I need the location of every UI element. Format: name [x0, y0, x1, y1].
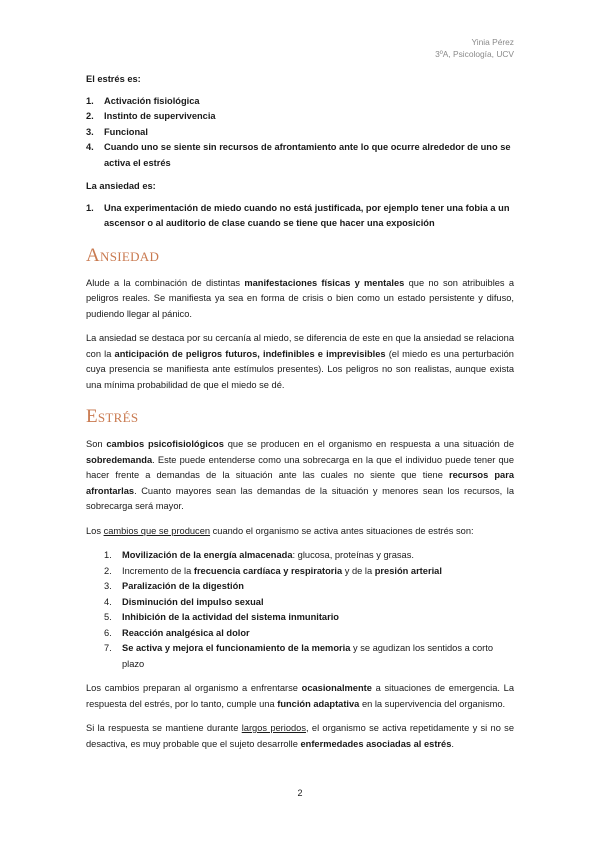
list-item: 1. Una experimentación de miedo cuando no está justificada, por ejemplo tener una fobia a un ascensor o al auditorio de clase cuando se tiene que hacer una exposición	[86, 202, 510, 228]
list-item: 2. Incremento de la frecuencia cardíaca y respiratoria y de la presión arterial	[104, 565, 442, 576]
ansiedad-paragraph-1: Alude a la combinación de distintas manifestaciones físicas y mentales que no son atribuibles a peligros reales. Se manifiesta ya sea en forma de crisis o bien como un estado persistente y difuso, pudiendo llegar al pánico.	[86, 277, 514, 319]
list-item: 4. Cuando uno se siente sin recursos de afrontamiento ante lo que ocurre alrededor de uno se activa el estrés	[86, 142, 511, 168]
page-header	[435, 36, 514, 60]
list-item: 3. Funcional	[86, 126, 148, 137]
list-item: 2. Instinto de supervivencia	[86, 111, 216, 121]
list-item: 4. Disminución del impulso sexual	[104, 596, 264, 607]
list-item: 3. Paralización de la digestión	[104, 581, 244, 591]
page-content	[86, 72, 514, 761]
list-item: 5. Inhibición de la actividad del sistema inmunitario	[104, 612, 339, 622]
header-course: 3ºA, Psicología, UCV	[435, 49, 514, 59]
ansiedad-intro-list	[86, 201, 514, 232]
estres-paragraph-3: Los cambios preparan al organismo a enfrentarse ocasionalmente a situaciones de emergencia. La respuesta del estrés, por lo tanto, cumple una función adaptativa en la supervivencia del organismo.	[86, 683, 514, 709]
header-author: Yinia Pérez	[471, 37, 514, 47]
list-item: 1. Activación fisiológica	[86, 95, 200, 106]
ansiedad-intro-lead: La ansiedad es:	[86, 181, 156, 191]
estres-paragraph-1: Son cambios psicofisiológicos que se producen en el organismo en respuesta a una situación de sobredemanda. Este puede entenderse como una sobrecarga en la que el individuo puede tener que hacer frente a demandas de la situación ante las cuales no siente que tiene recursos para afrontarlas. Cuanto mayores sean las demandas de la situación y menores sean los recursos, la sobrecarga será mayor.	[86, 439, 514, 511]
list-item: 7. Se activa y mejora el funcionamiento de la memoria y se agudizan los sentidos a corto plazo	[104, 643, 494, 669]
estres-changes-list	[86, 548, 514, 672]
list-item: 6. Reacción analgésica al dolor	[104, 627, 250, 638]
page-number: 2	[297, 788, 303, 798]
estres-intro-lead: El estrés es:	[86, 74, 141, 84]
estres-paragraph-2: Los cambios que se producen cuando el organismo se activa antes situaciones de estrés son:	[86, 525, 474, 536]
section-heading-ansiedad: Ansiedad	[86, 244, 160, 266]
ansiedad-paragraph-2: La ansiedad se destaca por su cercanía al miedo, se diferencia de este en que la ansiedad se relaciona con la anticipación de peligros futuros, indefinibles e imprevisibles (el miedo es una perturbación cuya presencia se manifiesta ante estímulos presentes). Los peligros no son realistas, aunque exista una mínima probabilidad de que el miedo se dé.	[86, 333, 514, 390]
section-heading-estres: Estrés	[86, 406, 139, 427]
estres-intro-list	[86, 94, 514, 172]
estres-paragraph-4: Si la respuesta se mantiene durante largos periodos, el organismo se activa repetidamente y si no se desactiva, es muy probable que el sujeto desarrolle enfermedades asociadas al estrés.	[86, 723, 514, 749]
list-item: 1. Movilización de la energía almacenada: glucosa, proteínas y grasas.	[104, 550, 414, 560]
